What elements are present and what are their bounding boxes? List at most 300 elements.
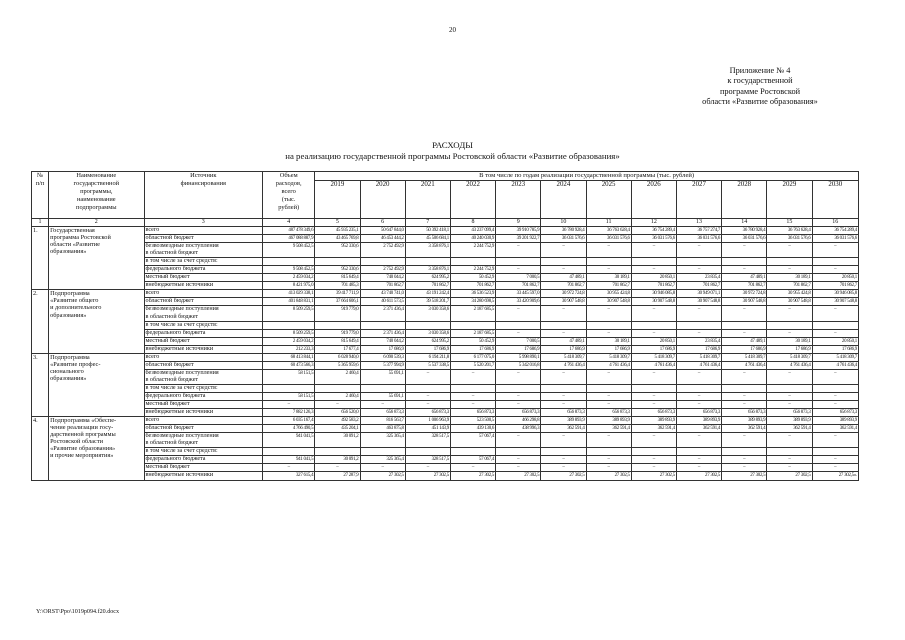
- funding-source-line: всего: [145, 227, 160, 233]
- year-amount-cell: –: [631, 392, 676, 400]
- funding-source-line: местный бюджет: [145, 464, 190, 471]
- year-amount-cell: –: [631, 464, 676, 472]
- year-amount-cell: 328 517,5: [405, 456, 450, 464]
- column-number: 10: [541, 219, 586, 227]
- title-line: на реализацию государственной программы Ростовской области «Развитие образования»: [285, 151, 620, 161]
- year-amount-cell: 5 418 309,7: [541, 353, 586, 361]
- year-amount-cell: –: [586, 329, 631, 337]
- table-row: [32, 345, 859, 353]
- funding-source-line: федерального бюджета: [145, 329, 206, 336]
- year-amount-cell: [767, 321, 812, 329]
- funding-source-line: областной бюджет: [145, 298, 194, 305]
- year-amount-cell: 36 031 576,6: [767, 235, 812, 243]
- year-amount-cell: 36 031 576,6: [586, 235, 631, 243]
- year-amount-cell: 27 302,5: [450, 472, 495, 480]
- year-amount-cell: 6 177 075,0: [450, 353, 495, 361]
- program-name-line: образования»: [50, 248, 87, 256]
- year-amount-cell: –: [812, 401, 858, 409]
- year-amount-cell: –: [722, 433, 767, 448]
- program-name-line: и прочие мероприятия»: [50, 452, 114, 460]
- year-header: 2024: [541, 181, 586, 219]
- year-amount-cell: 47 489,1: [541, 337, 586, 345]
- year-amount-cell: –: [586, 243, 631, 258]
- year-amount-cell: 55 691,1: [360, 369, 405, 384]
- year-amount-cell: –: [812, 306, 858, 321]
- year-amount-cell: [722, 258, 767, 266]
- year-amount-cell: –: [315, 464, 360, 472]
- year-amount-cell: [405, 448, 450, 456]
- year-amount-cell: 656 873,3: [722, 409, 767, 417]
- appendix-line: области «Развитие образования»: [702, 97, 818, 107]
- total-amount-cell: [263, 258, 315, 266]
- year-amount-cell: 492 583,2: [315, 417, 360, 425]
- expenses-table-wrapper: [31, 171, 859, 481]
- year-amount-cell: 20 850,1: [812, 337, 858, 345]
- year-amount-cell: 7 000,5: [496, 274, 541, 282]
- year-amount-cell: 36 754 289,4: [631, 227, 676, 235]
- funding-source: [144, 448, 263, 456]
- year-amount-cell: 362 591,4: [767, 425, 812, 433]
- year-amount-cell: 362 591,4: [586, 425, 631, 433]
- year-amount-cell: [315, 258, 360, 266]
- year-amount-cell: [496, 448, 541, 456]
- year-amount-cell: 815 649,4: [315, 274, 360, 282]
- year-amount-cell: 740 044,2: [360, 274, 405, 282]
- year-amount-cell: 2 244 752,9: [450, 266, 495, 274]
- year-amount-cell: 435 204,1: [315, 425, 360, 433]
- year-amount-cell: 17 677,4: [315, 345, 360, 353]
- table-row: [32, 266, 859, 274]
- table-row: [32, 472, 859, 480]
- year-header: 2025: [586, 181, 631, 219]
- year-amount-cell: –: [767, 243, 812, 258]
- table-row: [32, 298, 859, 306]
- year-amount-cell: –: [405, 369, 450, 384]
- document-title: [0, 140, 905, 162]
- funding-source-line: в том числе за счет средств:: [145, 384, 218, 391]
- year-amount-cell: 30 189,1: [586, 274, 631, 282]
- year-amount-cell: 17 686,9: [405, 345, 450, 353]
- year-amount-cell: 47 489,1: [722, 274, 767, 282]
- year-amount-cell: 30 091,2: [315, 456, 360, 464]
- year-amount-cell: –: [586, 266, 631, 274]
- year-amount-cell: 4 761 436,4: [767, 361, 812, 369]
- program-name-line: Подпрограмма: [50, 353, 90, 361]
- year-amount-cell: 656 873,3: [586, 409, 631, 417]
- funding-source: [144, 274, 263, 282]
- header-volume: Объем расходов, всего (тыс. рублей): [263, 172, 315, 219]
- total-amount-cell: 413 029 338,1: [263, 290, 315, 298]
- year-amount-cell: [315, 321, 360, 329]
- year-amount-cell: 389 893,9: [767, 417, 812, 425]
- table-row: [32, 456, 859, 464]
- year-amount-cell: –: [722, 392, 767, 400]
- year-header: 2021: [405, 181, 450, 219]
- year-amount-cell: 328 517,5: [405, 433, 450, 448]
- year-amount-cell: 30 972 724,8: [541, 290, 586, 298]
- year-amount-cell: 36 031 576,6: [676, 235, 721, 243]
- year-amount-cell: 4 761 436,4: [812, 361, 858, 369]
- year-amount-cell: 701 862,7: [541, 282, 586, 290]
- year-amount-cell: 362 591,4: [631, 425, 676, 433]
- year-amount-cell: [812, 384, 858, 392]
- total-amount-cell: 9 508 452,5: [263, 266, 315, 274]
- year-amount-cell: 2 187 685,5: [450, 329, 495, 337]
- year-amount-cell: 656 873,3: [767, 409, 812, 417]
- year-amount-cell: 37 664 606,1: [315, 298, 360, 306]
- year-amount-cell: 30 189,1: [767, 337, 812, 345]
- year-amount-cell: 17 686,9: [722, 345, 767, 353]
- year-amount-cell: 43 740 741,0: [360, 290, 405, 298]
- total-amount-cell: 8 509 259,5: [263, 306, 315, 321]
- year-amount-cell: 30 907 548,8: [586, 298, 631, 306]
- funding-source: [144, 401, 263, 409]
- funding-source-line: безвозмездные поступления: [145, 243, 219, 250]
- year-amount-cell: 656 873,3: [676, 409, 721, 417]
- year-amount-cell: 30 955 424,8: [767, 290, 812, 298]
- year-amount-cell: –: [676, 329, 721, 337]
- year-amount-cell: –: [405, 464, 450, 472]
- table-row: [32, 353, 859, 361]
- funding-source-line: местный бюджет: [145, 337, 190, 344]
- year-amount-cell: –: [541, 392, 586, 400]
- year-amount-cell: –: [586, 306, 631, 321]
- program-name-line: и дополнительного: [50, 304, 102, 312]
- year-amount-cell: 57 067,4: [450, 433, 495, 448]
- year-amount-cell: 36 763 628,4: [586, 227, 631, 235]
- funding-source: [144, 353, 263, 361]
- year-amount-cell: –: [722, 456, 767, 464]
- program-name-line: Государственная: [50, 227, 95, 234]
- program-name-line: «Развитие образования»: [50, 445, 116, 453]
- year-amount-cell: –: [315, 401, 360, 409]
- table-row: [32, 464, 859, 472]
- table-row: [32, 401, 859, 409]
- year-amount-cell: 656 873,3: [631, 409, 676, 417]
- year-amount-cell: 389 893,9: [586, 417, 631, 425]
- year-amount-cell: 27 302,5».: [812, 472, 858, 480]
- year-amount-cell: 656 520,0: [315, 409, 360, 417]
- funding-source: [144, 337, 263, 345]
- year-amount-cell: 701 862,7: [631, 282, 676, 290]
- table-row: [32, 274, 859, 282]
- year-amount-cell: 36 757 274,7: [676, 227, 721, 235]
- year-amount-cell: 17 686,9: [812, 345, 858, 353]
- total-amount-cell: 2 459 034,2: [263, 274, 315, 282]
- funding-source-line: федерального бюджета: [145, 456, 206, 463]
- year-amount-cell: 7 000,5: [496, 337, 541, 345]
- year-amount-cell: [812, 448, 858, 456]
- funding-source-line: областной бюджет: [145, 235, 194, 242]
- total-amount-cell: 60 473 566,3: [263, 361, 315, 369]
- program-name: [49, 290, 144, 353]
- year-amount-cell: 656 873,3: [360, 409, 405, 417]
- year-amount-cell: –: [360, 464, 405, 472]
- year-amount-cell: 438 996,3: [496, 425, 541, 433]
- year-amount-cell: 4 761 436,4: [586, 361, 631, 369]
- column-number: 8: [450, 219, 495, 227]
- year-amount-cell: [541, 321, 586, 329]
- year-amount-cell: [631, 321, 676, 329]
- year-amount-cell: 36 754 289,4: [812, 227, 858, 235]
- row-number: 4.: [32, 417, 49, 480]
- year-amount-cell: 30 949 071,1: [676, 290, 721, 298]
- year-amount-cell: [541, 258, 586, 266]
- year-amount-cell: 656 873,3: [541, 409, 586, 417]
- year-amount-cell: –: [496, 456, 541, 464]
- year-amount-cell: [315, 448, 360, 456]
- year-amount-cell: –: [631, 266, 676, 274]
- year-amount-cell: 3 030 358,6: [405, 306, 450, 321]
- year-amount-cell: 3 358 876,1: [405, 266, 450, 274]
- funding-source: [144, 433, 263, 448]
- appendix-line: Приложение № 4: [729, 66, 791, 75]
- year-header: 2026: [631, 181, 676, 219]
- year-amount-cell: 6 090 539,3: [360, 353, 405, 361]
- year-amount-cell: –: [496, 329, 541, 337]
- year-amount-cell: –: [676, 401, 721, 409]
- year-amount-cell: –: [722, 464, 767, 472]
- column-number: 2: [49, 219, 144, 227]
- year-amount-cell: 362 591,4: [812, 425, 858, 433]
- year-amount-cell: 624 995,2: [405, 337, 450, 345]
- year-amount-cell: –: [586, 456, 631, 464]
- year-amount-cell: –: [812, 392, 858, 400]
- year-amount-cell: 27 302,5: [405, 472, 450, 480]
- column-number: 9: [496, 219, 541, 227]
- year-amount-cell: 34 280 698,5: [450, 298, 495, 306]
- funding-source-line: всего: [145, 290, 160, 297]
- year-amount-cell: [767, 448, 812, 456]
- year-amount-cell: 325 365,4: [360, 433, 405, 448]
- year-amount-cell: 23 835,4: [676, 337, 721, 345]
- year-amount-cell: –: [450, 369, 495, 384]
- total-amount-cell: –: [263, 401, 315, 409]
- year-amount-cell: [722, 384, 767, 392]
- year-amount-cell: 40 611 573,5: [360, 298, 405, 306]
- year-header: 2022: [450, 181, 495, 219]
- year-amount-cell: [496, 384, 541, 392]
- year-amount-cell: 816 563,7: [360, 417, 405, 425]
- funding-source-line: в областной бюджет: [145, 250, 199, 257]
- funding-source-line: безвозмездные поступления: [145, 306, 219, 313]
- year-amount-cell: 36 031 576,6: [722, 235, 767, 243]
- year-amount-cell: 27 302,5: [496, 472, 541, 480]
- year-amount-cell: [405, 384, 450, 392]
- year-amount-cell: 43 191 242,4: [405, 290, 450, 298]
- program-name-line: образования»: [50, 374, 87, 382]
- year-amount-cell: [722, 448, 767, 456]
- year-amount-cell: 17 686,9: [450, 345, 495, 353]
- year-amount-cell: 17 686,9: [541, 345, 586, 353]
- year-amount-cell: [360, 448, 405, 456]
- year-amount-cell: –: [631, 401, 676, 409]
- year-amount-cell: 50 452,9: [450, 337, 495, 345]
- year-amount-cell: 2 187 685,5: [450, 306, 495, 321]
- column-number: 14: [722, 219, 767, 227]
- year-amount-cell: –: [541, 433, 586, 448]
- total-amount-cell: [263, 321, 315, 329]
- year-amount-cell: 40 240 030,9: [450, 235, 495, 243]
- funding-source: [144, 384, 263, 392]
- table-row: [32, 306, 859, 321]
- year-amount-cell: –: [767, 392, 812, 400]
- year-amount-cell: 466 298,8: [496, 417, 541, 425]
- year-amount-cell: –: [541, 306, 586, 321]
- year-amount-cell: 701 485,3: [315, 282, 360, 290]
- year-amount-cell: –: [541, 243, 586, 258]
- year-amount-cell: –: [767, 464, 812, 472]
- year-amount-cell: –: [631, 433, 676, 448]
- year-amount-cell: 701 862,7: [586, 282, 631, 290]
- year-amount-cell: 30 955 424,8: [586, 290, 631, 298]
- table-row: [32, 425, 859, 433]
- year-amount-cell: 36 780 928,4: [722, 227, 767, 235]
- program-name-line: дарственной программы: [50, 431, 116, 439]
- year-amount-cell: [450, 258, 495, 266]
- year-amount-cell: –: [496, 306, 541, 321]
- year-amount-cell: 39 910 785,9: [496, 227, 541, 235]
- year-amount-cell: [586, 384, 631, 392]
- funding-source: [144, 456, 263, 464]
- year-amount-cell: 624 995,2: [405, 274, 450, 282]
- year-amount-cell: 33 445 597,0: [496, 290, 541, 298]
- year-amount-cell: 50 647 844,0: [360, 227, 405, 235]
- year-amount-cell: 2 460,4: [315, 369, 360, 384]
- year-header: 2019: [315, 181, 360, 219]
- year-amount-cell: 47 489,1: [541, 274, 586, 282]
- funding-source-line: областной бюджет: [145, 425, 194, 432]
- total-amount-cell: 8 421 975,0: [263, 282, 315, 290]
- year-amount-cell: –: [405, 401, 450, 409]
- program-name: [49, 227, 144, 290]
- funding-source: [144, 321, 263, 329]
- funding-source-line: внебюджетные источники: [145, 282, 214, 289]
- total-amount-cell: 212 233,3: [263, 345, 315, 353]
- page-number: 20: [449, 26, 456, 34]
- year-amount-cell: 5 418 309,7: [676, 353, 721, 361]
- year-amount-cell: 3 030 358,6: [405, 329, 450, 337]
- year-amount-cell: 36 536 523,9: [450, 290, 495, 298]
- funding-source-line: местный бюджет: [145, 401, 190, 408]
- year-amount-cell: 523 500,5: [450, 417, 495, 425]
- program-name-line: программа Ростовской: [50, 234, 111, 242]
- year-amount-cell: 362 591,4: [722, 425, 767, 433]
- year-amount-cell: 5 418 309,7: [631, 353, 676, 361]
- year-amount-cell: [541, 448, 586, 456]
- year-amount-cell: 2 244 752,9: [450, 243, 495, 258]
- year-amount-cell: 5 418 309,7: [767, 353, 812, 361]
- year-amount-cell: –: [676, 369, 721, 384]
- total-amount-cell: 941 041,5: [263, 433, 315, 448]
- year-amount-cell: 5 342 016,8: [496, 361, 541, 369]
- header-source: Источник финансирования: [144, 172, 263, 219]
- year-amount-cell: 45 506 684,1: [405, 235, 450, 243]
- column-number: 4: [263, 219, 315, 227]
- year-amount-cell: 701 862,7: [360, 282, 405, 290]
- year-amount-cell: 27 302,5: [631, 472, 676, 480]
- year-amount-cell: –: [496, 433, 541, 448]
- year-amount-cell: 362 591,4: [541, 425, 586, 433]
- year-amount-cell: [496, 321, 541, 329]
- year-amount-cell: [767, 258, 812, 266]
- year-amount-cell: [676, 258, 721, 266]
- year-amount-cell: 30 189,1: [767, 274, 812, 282]
- program-name-line: области «Развитие: [50, 241, 100, 249]
- funding-source-line: местный бюджет: [145, 274, 190, 281]
- year-amount-cell: –: [767, 456, 812, 464]
- funding-source: [144, 392, 263, 400]
- year-amount-cell: [496, 258, 541, 266]
- year-amount-cell: 33 420 909,6: [496, 298, 541, 306]
- year-amount-cell: –: [676, 266, 721, 274]
- year-amount-cell: 39 201 922,7: [496, 235, 541, 243]
- year-amount-cell: 43 237 099,4: [450, 227, 495, 235]
- year-amount-cell: 17 686,9: [586, 345, 631, 353]
- funding-source: [144, 227, 263, 235]
- column-number: 3: [144, 219, 263, 227]
- funding-source: [144, 464, 263, 472]
- year-amount-cell: 47 489,1: [722, 337, 767, 345]
- year-amount-cell: 2 752 492,9: [360, 266, 405, 274]
- year-amount-cell: 27 287,9: [315, 472, 360, 480]
- year-amount-cell: –: [676, 392, 721, 400]
- year-header: 2027: [676, 181, 721, 219]
- appendix-line: программе Ростовской: [719, 86, 801, 96]
- year-amount-cell: [676, 321, 721, 329]
- row-number: 2.: [32, 290, 49, 353]
- year-amount-cell: 27 302,5: [767, 472, 812, 480]
- column-number: 6: [360, 219, 405, 227]
- year-amount-cell: –: [676, 243, 721, 258]
- funding-source-line: в том числе за счет средств:: [145, 321, 218, 328]
- year-amount-cell: 30 946 085,8: [812, 290, 858, 298]
- year-amount-cell: [405, 258, 450, 266]
- column-number: 5: [315, 219, 360, 227]
- column-number: 13: [676, 219, 721, 227]
- year-amount-cell: 30 907 548,8: [767, 298, 812, 306]
- year-amount-cell: –: [812, 243, 858, 258]
- year-amount-cell: –: [496, 266, 541, 274]
- program-name-line: Подпрограмма «Обеспе-: [50, 417, 117, 425]
- appendix-caption: [670, 66, 850, 108]
- year-amount-cell: –: [722, 401, 767, 409]
- table-row: [32, 448, 859, 456]
- year-amount-cell: 389 893,9: [812, 417, 858, 425]
- year-amount-cell: 45 935 235,1: [315, 227, 360, 235]
- year-amount-cell: –: [496, 369, 541, 384]
- year-amount-cell: –: [586, 392, 631, 400]
- column-number: 15: [767, 219, 812, 227]
- year-header: 2023: [496, 181, 541, 219]
- year-amount-cell: 27 302,5: [722, 472, 767, 480]
- row-number: 3.: [32, 353, 49, 416]
- funding-source: [144, 266, 263, 274]
- total-amount-cell: [263, 384, 315, 392]
- year-amount-cell: 701 862,7: [450, 282, 495, 290]
- year-amount-cell: [450, 448, 495, 456]
- year-header: 2029: [767, 181, 812, 219]
- year-amount-cell: 55 691,1: [360, 392, 405, 400]
- year-amount-cell: –: [450, 464, 495, 472]
- table-row: [32, 433, 859, 448]
- funding-source-line: в том числе за счет средств:: [145, 258, 218, 265]
- year-amount-cell: [631, 448, 676, 456]
- funding-source: [144, 282, 263, 290]
- funding-source: [144, 290, 263, 298]
- year-amount-cell: 656 873,3: [405, 409, 450, 417]
- funding-source-line: всего: [145, 353, 160, 360]
